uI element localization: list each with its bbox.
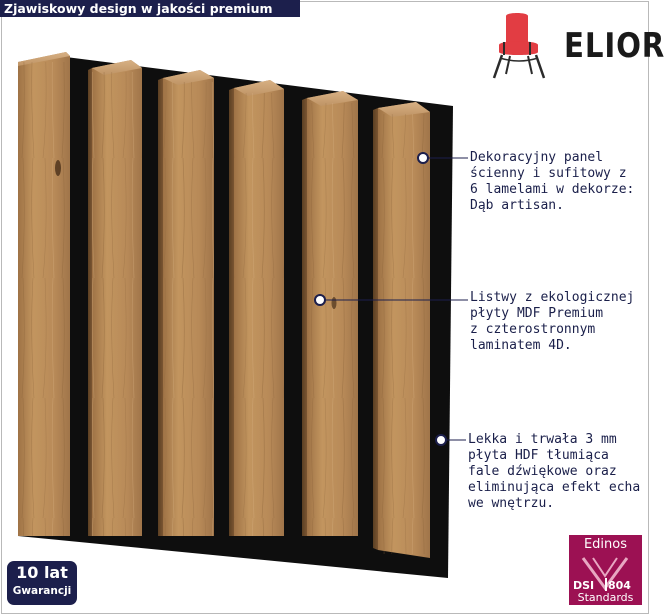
brand-logo[interactable] bbox=[490, 12, 665, 82]
edinos-certification-badge bbox=[569, 535, 642, 605]
edinos-number: 804 bbox=[608, 579, 631, 592]
header-title: Zjawiskowy design w jakości premium bbox=[0, 0, 300, 17]
callout-slats-material: Listwy z ekologicznej płyty MDF Premium z czterostronnym laminatem 4D. bbox=[470, 290, 635, 353]
callout-panel-description: Dekoracyjny panel ścienny i sufitowy z 6 lamelami w dekorze: Dąb artisan. bbox=[470, 150, 635, 213]
warranty-years: 10 lat bbox=[16, 563, 68, 582]
edinos-brand: Edinos bbox=[583, 537, 628, 552]
warranty-badge bbox=[7, 561, 77, 605]
chair-icon bbox=[490, 12, 560, 82]
callout-hdf-board: Lekka i trwała 3 mm płyta HDF tłumiąca fale dźwiękowe oraz eliminująca efekt echa we wnętrzu. bbox=[468, 432, 641, 511]
warranty-label: Gwarancji bbox=[12, 585, 72, 597]
wall-panel-illustration bbox=[18, 38, 453, 578]
edinos-standards: Standards bbox=[577, 591, 634, 604]
edinos-separator bbox=[605, 578, 607, 591]
edinos-dsi: DSI bbox=[573, 579, 595, 592]
logo-wordmark: ELIOR bbox=[564, 26, 665, 66]
